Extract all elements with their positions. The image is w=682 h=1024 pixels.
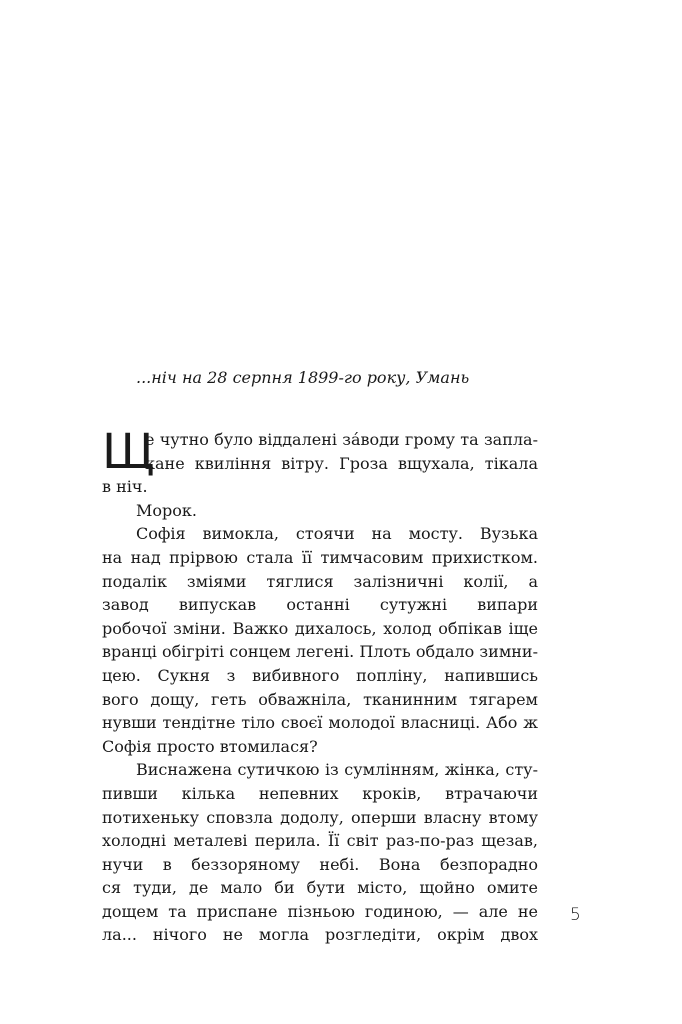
text-line: Софія просто втомилася? [102,736,318,756]
text-line: холодні металеві перила. Її світ раз-по-раз щезав, [102,831,538,851]
text-line: ла... нічого не могла розгледіти, окрім двох [102,925,538,945]
page-number: 5 [570,905,581,925]
text-line: Виснажена сутичкою із сумлінням, жінка, сту- [136,760,538,780]
text-line: вого дощу, геть обважніла, тканинним тягарем [102,689,538,709]
text-line: дощем та приспане пізньою годиною, — але не [102,901,538,921]
text-line: вранці обігріті сонцем легені. Плоть обдало зимни- [102,642,538,662]
text-line: нувши тендітне тіло своєї молодої власниці. Або ж [102,713,538,733]
text-line: цею. Сукня з вибивного попліну, напившись [102,665,538,685]
body-text [102,424,538,947]
text-line: Морок. [136,500,197,520]
drop-cap: Щ [102,424,154,480]
text-line: подалік зміями тяглися залізничні колії, а [102,571,538,591]
text-line: пивши кілька непевних кроків, втрачаючи [102,783,538,803]
text-line: потихеньку сповзла додолу, оперши власну втому [102,807,538,827]
epigraph: ...ніч на 28 серпня 1899-го року, Умань [136,368,470,387]
text-line: е чутно було віддалені за́води грому та запла- [145,430,538,449]
text-line: завод випускав останні сутужні випари [102,595,538,615]
text-line: в ніч. [102,477,148,497]
text-line: нучи в беззоряному небі. Вона безпорадно [102,854,538,874]
text-line: на над прірвою стала її тимчасовим прихистком. [102,547,538,567]
text-line: кане квиління вітру. Гроза вщухала, тікала [145,453,538,473]
text-line: ся туди, де мало би бути місто, щойно омите [102,878,538,898]
text-line: Софія вимокла, стоячи на мосту. Вузька [136,524,538,544]
text-line: робочої зміни. Важко дихалось, холод обпікав іще [102,618,538,638]
